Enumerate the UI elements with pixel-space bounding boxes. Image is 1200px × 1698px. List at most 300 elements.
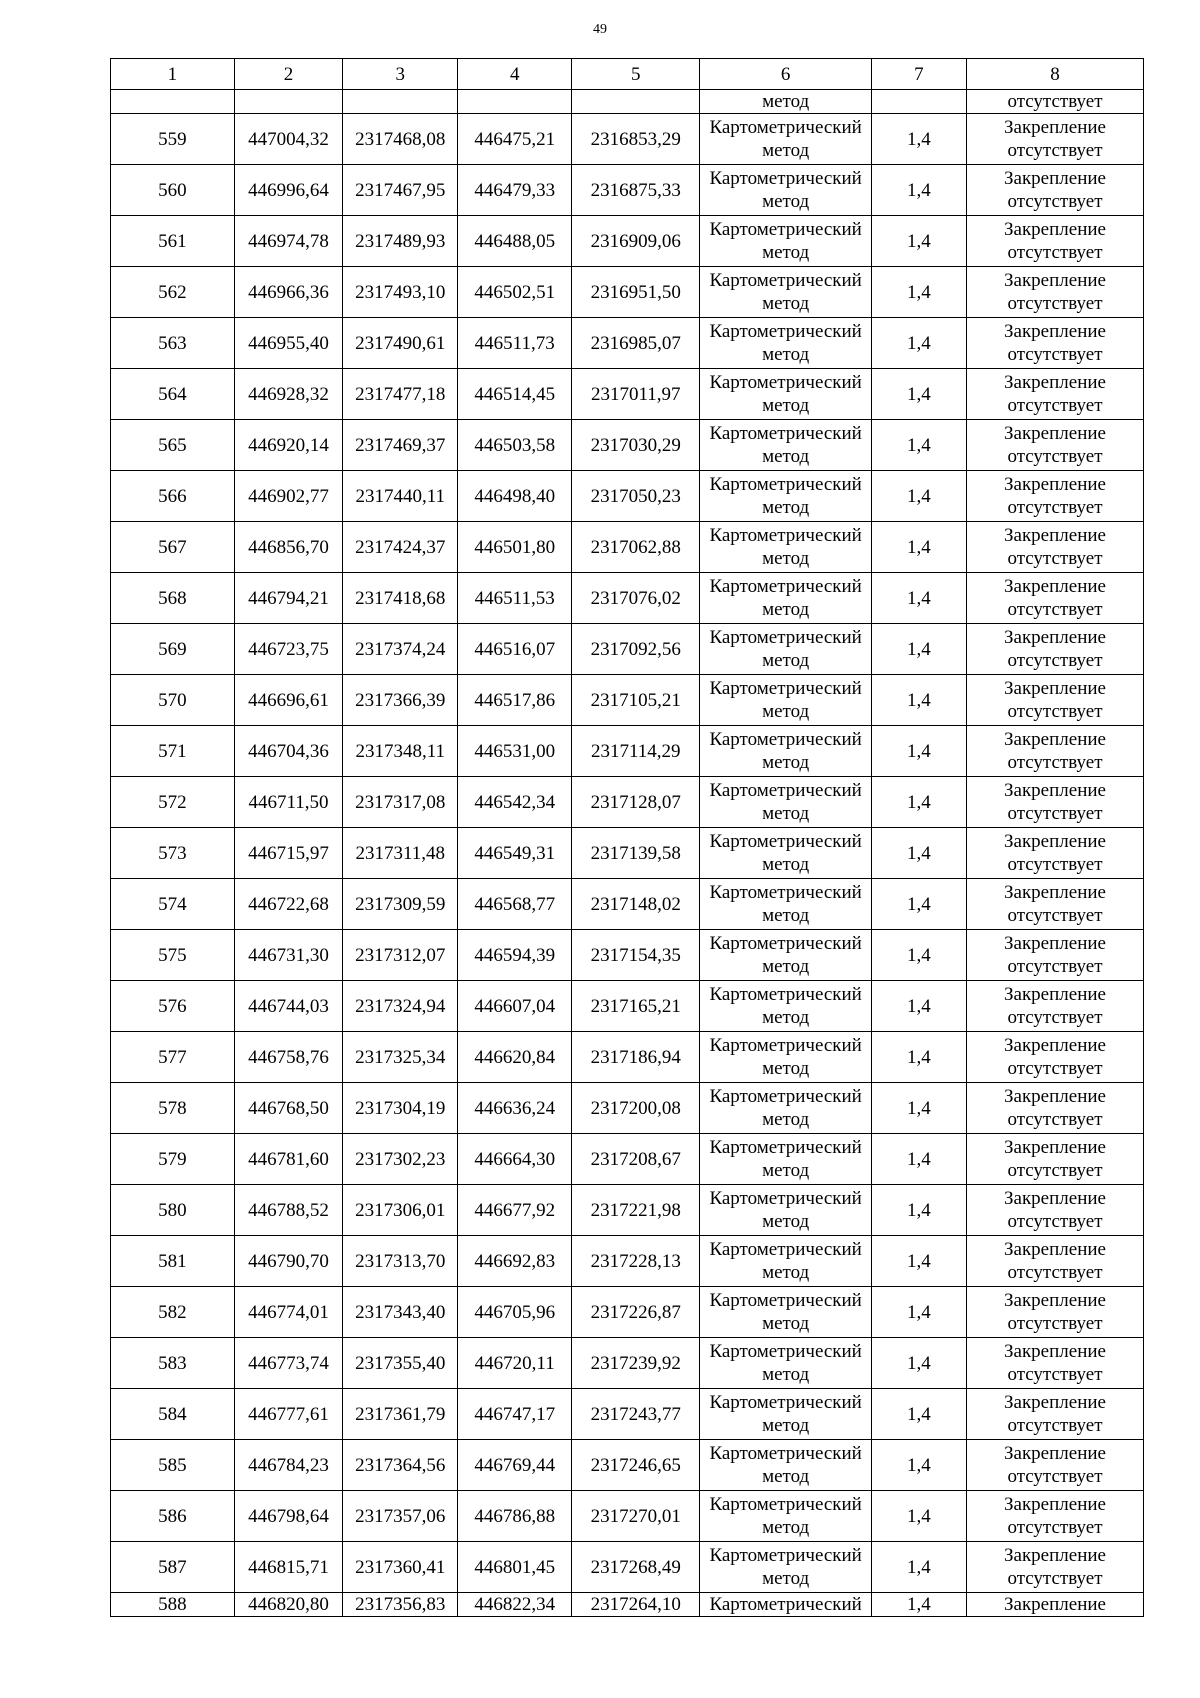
table-cell: [966, 1032, 1143, 1083]
table-cell: 446715,97: [234, 828, 342, 879]
col-header: 6: [700, 59, 871, 90]
table-cell: 2317360,41: [343, 1542, 458, 1593]
table-cell: 582: [111, 1287, 235, 1338]
cell-line: Закрепление: [1004, 576, 1106, 597]
table-cell: 2317477,18: [343, 369, 458, 420]
cell-line: отсутствует: [1007, 1568, 1103, 1589]
cell-line: отсутствует: [1007, 752, 1103, 773]
table-cell: 446511,53: [458, 573, 572, 624]
table-cell: 1,4: [871, 1338, 966, 1389]
table-cell: 2317493,10: [343, 267, 458, 318]
table-cell: 2317324,94: [343, 981, 458, 1032]
table-row: [111, 573, 1144, 624]
cell-line: отсутствует: [1007, 1262, 1103, 1283]
table-cell: 446902,77: [234, 471, 342, 522]
table-cell: 2317246,65: [572, 1440, 700, 1491]
cell-line: Закрепление: [1004, 780, 1106, 801]
cell-line: Картометрический: [709, 1443, 862, 1464]
col-header: 3: [343, 59, 458, 90]
table-cell: [966, 1083, 1143, 1134]
table-cell: [700, 1032, 871, 1083]
cell-line: метод: [762, 599, 810, 620]
cell-line: Закрепление: [1004, 1188, 1106, 1209]
table-row: [111, 1134, 1144, 1185]
cell-line: Закрепление: [1004, 372, 1106, 393]
col-header: 2: [234, 59, 342, 90]
table-cell: 446542,34: [458, 777, 572, 828]
table-cell: 446786,88: [458, 1491, 572, 1542]
table-cell: 568: [111, 573, 235, 624]
table-cell: 2317424,37: [343, 522, 458, 573]
table-cell: 1,4: [871, 1083, 966, 1134]
table-row: [111, 879, 1144, 930]
table-cell: [700, 1440, 871, 1491]
table-cell: 563: [111, 318, 235, 369]
table-cell: 1,4: [871, 777, 966, 828]
table-cell: [966, 1491, 1143, 1542]
table-cell: [966, 1287, 1143, 1338]
cell-line: Картометрический: [709, 525, 862, 546]
cell-line: отсутствует: [1007, 650, 1103, 671]
cell-line: отсутствует: [1007, 1415, 1103, 1436]
table-cell: 447004,32: [234, 114, 342, 165]
table-cell: 446781,60: [234, 1134, 342, 1185]
table-cell: 446696,61: [234, 675, 342, 726]
table-cell: [700, 1236, 871, 1287]
table-cell: 2317366,39: [343, 675, 458, 726]
table-cell: [966, 1185, 1143, 1236]
cell-line: отсутствует: [1007, 905, 1103, 926]
table-cell: 579: [111, 1134, 235, 1185]
table-cell: [700, 318, 871, 369]
table-cell: 2317200,08: [572, 1083, 700, 1134]
cell-line: метод: [762, 803, 810, 824]
table-cell: [700, 165, 871, 216]
table-cell: 2317312,07: [343, 930, 458, 981]
table-cell: 446498,40: [458, 471, 572, 522]
table-cell: 446747,17: [458, 1389, 572, 1440]
cell-line: метод: [762, 1466, 810, 1487]
cell-line: отсутствует: [1007, 599, 1103, 620]
table-cell: 1,4: [871, 1185, 966, 1236]
table-cell: 2317325,34: [343, 1032, 458, 1083]
cell-line: Закрепление: [1004, 219, 1106, 240]
table-cell: 1,4: [871, 828, 966, 879]
table-cell: 1,4: [871, 1287, 966, 1338]
table-cell: 446503,58: [458, 420, 572, 471]
table-cell: 1,4: [871, 1593, 966, 1617]
table-cell: 2317467,95: [343, 165, 458, 216]
table-cell: [966, 930, 1143, 981]
cell-line: отсутствует: [1007, 1109, 1103, 1130]
cell-line: метод: [762, 191, 810, 212]
table-cell: 446769,44: [458, 1440, 572, 1491]
table-cell: [966, 267, 1143, 318]
cell-line: Закрепление: [1004, 1086, 1106, 1107]
table-cell: 446516,07: [458, 624, 572, 675]
table-cell: 446664,30: [458, 1134, 572, 1185]
table-cell: [700, 1338, 871, 1389]
table-cell: 1,4: [871, 216, 966, 267]
cell-line: метод: [762, 1058, 810, 1079]
header-row: [111, 59, 1144, 90]
cell-line: Закрепление: [1004, 321, 1106, 342]
table-cell: 446517,86: [458, 675, 572, 726]
table-cell: [700, 1389, 871, 1440]
table-cell: 2317490,61: [343, 318, 458, 369]
table-cell: 584: [111, 1389, 235, 1440]
table-cell: 2317302,23: [343, 1134, 458, 1185]
cell-line: Картометрический: [709, 117, 862, 138]
table-row: [111, 1389, 1144, 1440]
table-cell: [700, 675, 871, 726]
cell-line: Закрепление: [1004, 1545, 1106, 1566]
cell-line: метод: [762, 956, 810, 977]
table-cell: 2317317,08: [343, 777, 458, 828]
table-cell: 561: [111, 216, 235, 267]
cell-line: Картометрический: [709, 576, 862, 597]
table-cell: 560: [111, 165, 235, 216]
table-cell: [966, 777, 1143, 828]
cell-line: Закрепление: [1004, 1137, 1106, 1158]
table-row: [111, 267, 1144, 318]
coordinates-table: [110, 58, 1144, 1617]
table-cell: 2316985,07: [572, 318, 700, 369]
col-header: 1: [111, 59, 235, 90]
table-cell: [966, 1236, 1143, 1287]
table-cell: 562: [111, 267, 235, 318]
table-cell: 573: [111, 828, 235, 879]
table-cell: 576: [111, 981, 235, 1032]
cell-line: отсутствует: [1007, 1466, 1103, 1487]
table-cell: 446594,39: [458, 930, 572, 981]
table-cell: 446720,11: [458, 1338, 572, 1389]
table-cell: 446677,92: [458, 1185, 572, 1236]
cell-line: Закрепление: [1004, 678, 1106, 699]
table-cell: 1,4: [871, 1134, 966, 1185]
table-cell: 570: [111, 675, 235, 726]
table-cell: 1,4: [871, 1389, 966, 1440]
table-cell: 1,4: [871, 573, 966, 624]
cell-line: метод: [762, 344, 810, 365]
table-cell: [234, 90, 342, 114]
table-cell: 446790,70: [234, 1236, 342, 1287]
table-cell: 2317356,83: [343, 1593, 458, 1617]
table-cell: 2317304,19: [343, 1083, 458, 1134]
cell-line: Картометрический: [709, 1494, 862, 1515]
table-cell: 446928,32: [234, 369, 342, 420]
table-cell: [572, 90, 700, 114]
table-cell: 1,4: [871, 930, 966, 981]
cell-line: Картометрический: [709, 1392, 862, 1413]
table-cell: 1,4: [871, 267, 966, 318]
table-cell: 2317221,98: [572, 1185, 700, 1236]
cell-line: отсутствует: [1007, 293, 1103, 314]
cell-line: метод: [762, 242, 810, 263]
table-cell: 2317148,02: [572, 879, 700, 930]
table-cell: 2317243,77: [572, 1389, 700, 1440]
cell-line: Закрепление: [1004, 474, 1106, 495]
table-cell: 2317226,87: [572, 1287, 700, 1338]
table-cell: 2317440,11: [343, 471, 458, 522]
table-row: [111, 624, 1144, 675]
table-cell: [700, 1083, 871, 1134]
cell-line: метод: [762, 1364, 810, 1385]
cell-line: Картометрический: [709, 168, 862, 189]
table-cell: 2317355,40: [343, 1338, 458, 1389]
table-cell: 1,4: [871, 522, 966, 573]
table-cell: [966, 879, 1143, 930]
cell-line: Картометрический: [709, 882, 862, 903]
table-cell: 588: [111, 1593, 235, 1617]
cell-line: отсутствует: [1007, 446, 1103, 467]
table-row: [111, 1542, 1144, 1593]
cell-line: отсутствует: [1007, 854, 1103, 875]
cell-line: Картометрический: [709, 423, 862, 444]
table-cell: [700, 1287, 871, 1338]
table-row-partial: [111, 1593, 1144, 1617]
table-cell: 446788,52: [234, 1185, 342, 1236]
cell-line: метод: [762, 905, 810, 926]
cell-line: Картометрический: [709, 270, 862, 291]
cell-line: Закрепление: [1004, 270, 1106, 291]
table-cell: 446502,51: [458, 267, 572, 318]
cell-line: Закрепление: [1004, 627, 1106, 648]
table-cell: 1,4: [871, 420, 966, 471]
col-header: 8: [966, 59, 1143, 90]
cell-line: Картометрический: [709, 372, 862, 393]
cell-line: метод: [762, 293, 810, 314]
table-cell: [700, 114, 871, 165]
table-cell: отсутствует: [966, 90, 1143, 114]
table-cell: 2317270,01: [572, 1491, 700, 1542]
cell-line: Картометрический: [709, 1341, 862, 1362]
table-cell: 2317076,02: [572, 573, 700, 624]
table-cell: 446822,34: [458, 1593, 572, 1617]
cell-line: Картометрический: [709, 729, 862, 750]
col-header: 4: [458, 59, 572, 90]
table-cell: 2317165,21: [572, 981, 700, 1032]
table-cell: 2317348,11: [343, 726, 458, 777]
table-cell: Картометрический: [700, 1593, 871, 1617]
table-cell: 2317268,49: [572, 1542, 700, 1593]
table-cell: 1,4: [871, 165, 966, 216]
cell-line: отсутствует: [1007, 1058, 1103, 1079]
table-cell: 564: [111, 369, 235, 420]
table-body: [111, 90, 1144, 1617]
table-cell: 2317239,92: [572, 1338, 700, 1389]
cell-line: отсутствует: [1007, 1160, 1103, 1181]
cell-line: Закрепление: [1004, 1290, 1106, 1311]
table-cell: 2317030,29: [572, 420, 700, 471]
table-cell: 2317128,07: [572, 777, 700, 828]
table-cell: 446773,74: [234, 1338, 342, 1389]
table-cell: [966, 369, 1143, 420]
table-cell: [966, 1440, 1143, 1491]
table-cell: [966, 318, 1143, 369]
table-cell: [700, 522, 871, 573]
table-cell: 575: [111, 930, 235, 981]
cell-line: метод: [762, 140, 810, 161]
table-cell: 2317311,48: [343, 828, 458, 879]
cell-line: отсутствует: [1007, 803, 1103, 824]
table-cell: [458, 90, 572, 114]
cell-line: Картометрический: [709, 1545, 862, 1566]
cell-line: Закрепление: [1004, 1341, 1106, 1362]
table-cell: 446723,75: [234, 624, 342, 675]
table-cell: [700, 981, 871, 1032]
table-cell: 2317468,08: [343, 114, 458, 165]
table-cell: 2317114,29: [572, 726, 700, 777]
cell-line: Картометрический: [709, 984, 862, 1005]
table-cell: [700, 726, 871, 777]
table-cell: [966, 471, 1143, 522]
table-cell: [966, 828, 1143, 879]
cell-line: Закрепление: [1004, 423, 1106, 444]
table-cell: 1,4: [871, 114, 966, 165]
continued-row: [111, 90, 1144, 114]
cell-line: отсутствует: [1007, 548, 1103, 569]
table-cell: 583: [111, 1338, 235, 1389]
table-cell: [700, 879, 871, 930]
cell-line: метод: [762, 1313, 810, 1334]
table-cell: 446692,83: [458, 1236, 572, 1287]
table-cell: 1,4: [871, 1032, 966, 1083]
table-cell: [966, 216, 1143, 267]
table-row: [111, 216, 1144, 267]
cell-line: Картометрический: [709, 1290, 862, 1311]
cell-line: отсутствует: [1007, 1364, 1103, 1385]
table-cell: 446511,73: [458, 318, 572, 369]
table-cell: 2317092,56: [572, 624, 700, 675]
table-cell: 446475,21: [458, 114, 572, 165]
table-cell: [700, 1542, 871, 1593]
table-cell: 1,4: [871, 879, 966, 930]
table-row: [111, 165, 1144, 216]
table-cell: [700, 471, 871, 522]
table-cell: [966, 420, 1143, 471]
table-cell: 2316875,33: [572, 165, 700, 216]
table-cell: 1,4: [871, 471, 966, 522]
cell-line: Картометрический: [709, 474, 862, 495]
cell-line: отсутствует: [1007, 497, 1103, 518]
table-cell: [966, 165, 1143, 216]
table-cell: 1,4: [871, 675, 966, 726]
table-cell: 1,4: [871, 624, 966, 675]
cell-line: Картометрический: [709, 678, 862, 699]
cell-line: метод: [762, 395, 810, 416]
cell-line: метод: [762, 650, 810, 671]
table-cell: 2317361,79: [343, 1389, 458, 1440]
table-cell: 577: [111, 1032, 235, 1083]
table-cell: 446568,77: [458, 879, 572, 930]
table-cell: 446722,68: [234, 879, 342, 930]
table-cell: 446798,64: [234, 1491, 342, 1542]
table-cell: 1,4: [871, 318, 966, 369]
table-cell: [966, 1542, 1143, 1593]
cell-line: Закрепление: [1004, 117, 1106, 138]
table-cell: [966, 573, 1143, 624]
table-cell: [343, 90, 458, 114]
cell-line: Закрепление: [1004, 1443, 1106, 1464]
table-cell: [700, 1134, 871, 1185]
cell-line: Картометрический: [709, 831, 862, 852]
table-cell: 446801,45: [458, 1542, 572, 1593]
table-cell: 581: [111, 1236, 235, 1287]
cell-line: метод: [762, 548, 810, 569]
cell-line: Закрепление: [1004, 525, 1106, 546]
table-cell: [700, 216, 871, 267]
cell-line: метод: [762, 497, 810, 518]
table-cell: 446731,30: [234, 930, 342, 981]
table-cell: 566: [111, 471, 235, 522]
table-row: [111, 1083, 1144, 1134]
col-header: 5: [572, 59, 700, 90]
cell-line: Картометрический: [709, 627, 862, 648]
cell-line: отсутствует: [1007, 1517, 1103, 1538]
cell-line: метод: [762, 854, 810, 875]
table-cell: [966, 1134, 1143, 1185]
table-cell: 446744,03: [234, 981, 342, 1032]
table-cell: 446768,50: [234, 1083, 342, 1134]
table-cell: 571: [111, 726, 235, 777]
table-cell: 1,4: [871, 726, 966, 777]
cell-line: Картометрический: [709, 1035, 862, 1056]
table-cell: 446784,23: [234, 1440, 342, 1491]
cell-line: метод: [762, 1007, 810, 1028]
cell-line: Картометрический: [709, 1086, 862, 1107]
table-row: [111, 1236, 1144, 1287]
table-cell: 1,4: [871, 1236, 966, 1287]
table-cell: [700, 930, 871, 981]
cell-line: отсутствует: [1007, 1313, 1103, 1334]
table-cell: 446479,33: [458, 165, 572, 216]
cell-line: Картометрический: [709, 1188, 862, 1209]
table-cell: 446636,24: [458, 1083, 572, 1134]
table-cell: 446488,05: [458, 216, 572, 267]
table-row: [111, 471, 1144, 522]
table-cell: 2317309,59: [343, 879, 458, 930]
table-cell: 578: [111, 1083, 235, 1134]
table-row: [111, 930, 1144, 981]
cell-line: отсутствует: [1007, 140, 1103, 161]
table-cell: [966, 1338, 1143, 1389]
table-row: [111, 777, 1144, 828]
table-cell: 2317186,94: [572, 1032, 700, 1083]
cell-line: отсутствует: [1007, 1007, 1103, 1028]
table-cell: 585: [111, 1440, 235, 1491]
table-cell: 2317313,70: [343, 1236, 458, 1287]
table-cell: [966, 726, 1143, 777]
table-cell: 2316909,06: [572, 216, 700, 267]
table-cell: [700, 573, 871, 624]
cell-line: отсутствует: [1007, 395, 1103, 416]
table-row: [111, 369, 1144, 420]
table-cell: [871, 90, 966, 114]
table-cell: 559: [111, 114, 235, 165]
table-cell: [700, 369, 871, 420]
table-cell: 446777,61: [234, 1389, 342, 1440]
table-cell: [700, 828, 871, 879]
table-row: [111, 114, 1144, 165]
table-cell: [700, 420, 871, 471]
cell-line: Закрепление: [1004, 1392, 1106, 1413]
cell-line: метод: [762, 1262, 810, 1283]
table-cell: [700, 267, 871, 318]
table-cell: 1,4: [871, 1542, 966, 1593]
table-cell: 2317418,68: [343, 573, 458, 624]
cell-line: метод: [762, 1568, 810, 1589]
